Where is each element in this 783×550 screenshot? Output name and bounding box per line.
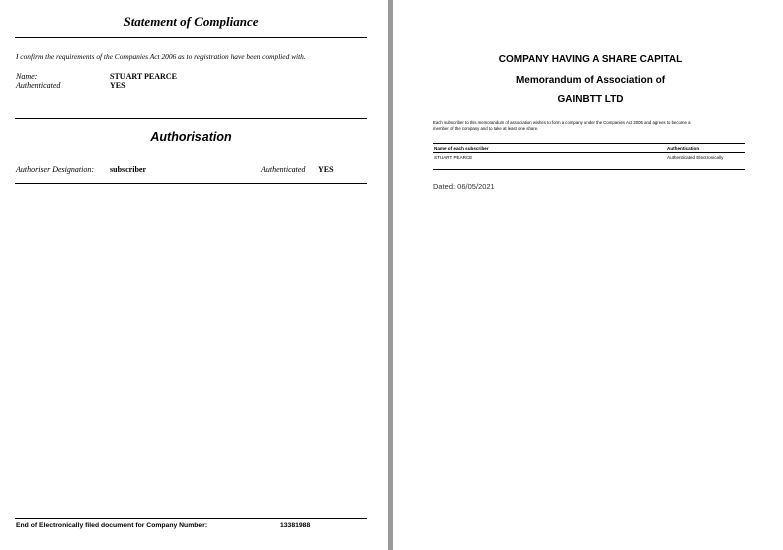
name-label: Name: [16, 72, 38, 81]
table-row-auth: Authenticated Electronically [667, 155, 724, 160]
table-row-name: STUART PEARCE [434, 155, 473, 160]
dated-text: Dated: 06/05/2021 [433, 182, 495, 191]
table-header-rule [433, 152, 745, 153]
authorisation-heading: Authorisation [150, 130, 232, 144]
intro-text-line-1: Each subscriber to this memorandum of association wishes to form a company under the Companies Act 2006 and agrees to become a [433, 120, 691, 125]
title-rule [15, 37, 367, 38]
confirm-text: I confirm the requirements of the Companies Act 2006 as to registration have been complied with. [16, 52, 306, 61]
table-bottom-rule [433, 169, 745, 170]
company-type-heading: COMPANY HAVING A SHARE CAPITAL [498, 54, 683, 65]
name-value: STUART PEARCE [110, 72, 177, 81]
authenticated-label: Authenticated [16, 81, 61, 90]
table-top-rule [433, 143, 745, 144]
designation-value: subscriber [110, 165, 146, 174]
memorandum-title: Memorandum of Association of [515, 75, 666, 86]
statement-title: Statement of Compliance [123, 14, 259, 29]
footer-rule [15, 518, 367, 519]
left-page [0, 0, 388, 550]
footer-label: End of Electronically filed document for Company Number: [16, 522, 208, 529]
authorisation-top-rule [15, 118, 367, 119]
authenticated-2-label: Authenticated [261, 165, 306, 174]
footer-company-number: 13381988 [280, 522, 311, 529]
table-header-auth: Authentication [667, 146, 700, 151]
intro-text-line-2: member of the company and to take at least one share. [433, 126, 539, 131]
authenticated-value: YES [110, 81, 126, 90]
authenticated-2-value: YES [318, 165, 334, 174]
right-page [393, 0, 783, 550]
company-name: GAINBTT LTD [557, 94, 624, 105]
designation-label: Authoriser Designation: [16, 165, 94, 174]
table-header-name: Name of each subscriber [434, 146, 489, 151]
authorisation-bottom-rule [15, 183, 367, 184]
